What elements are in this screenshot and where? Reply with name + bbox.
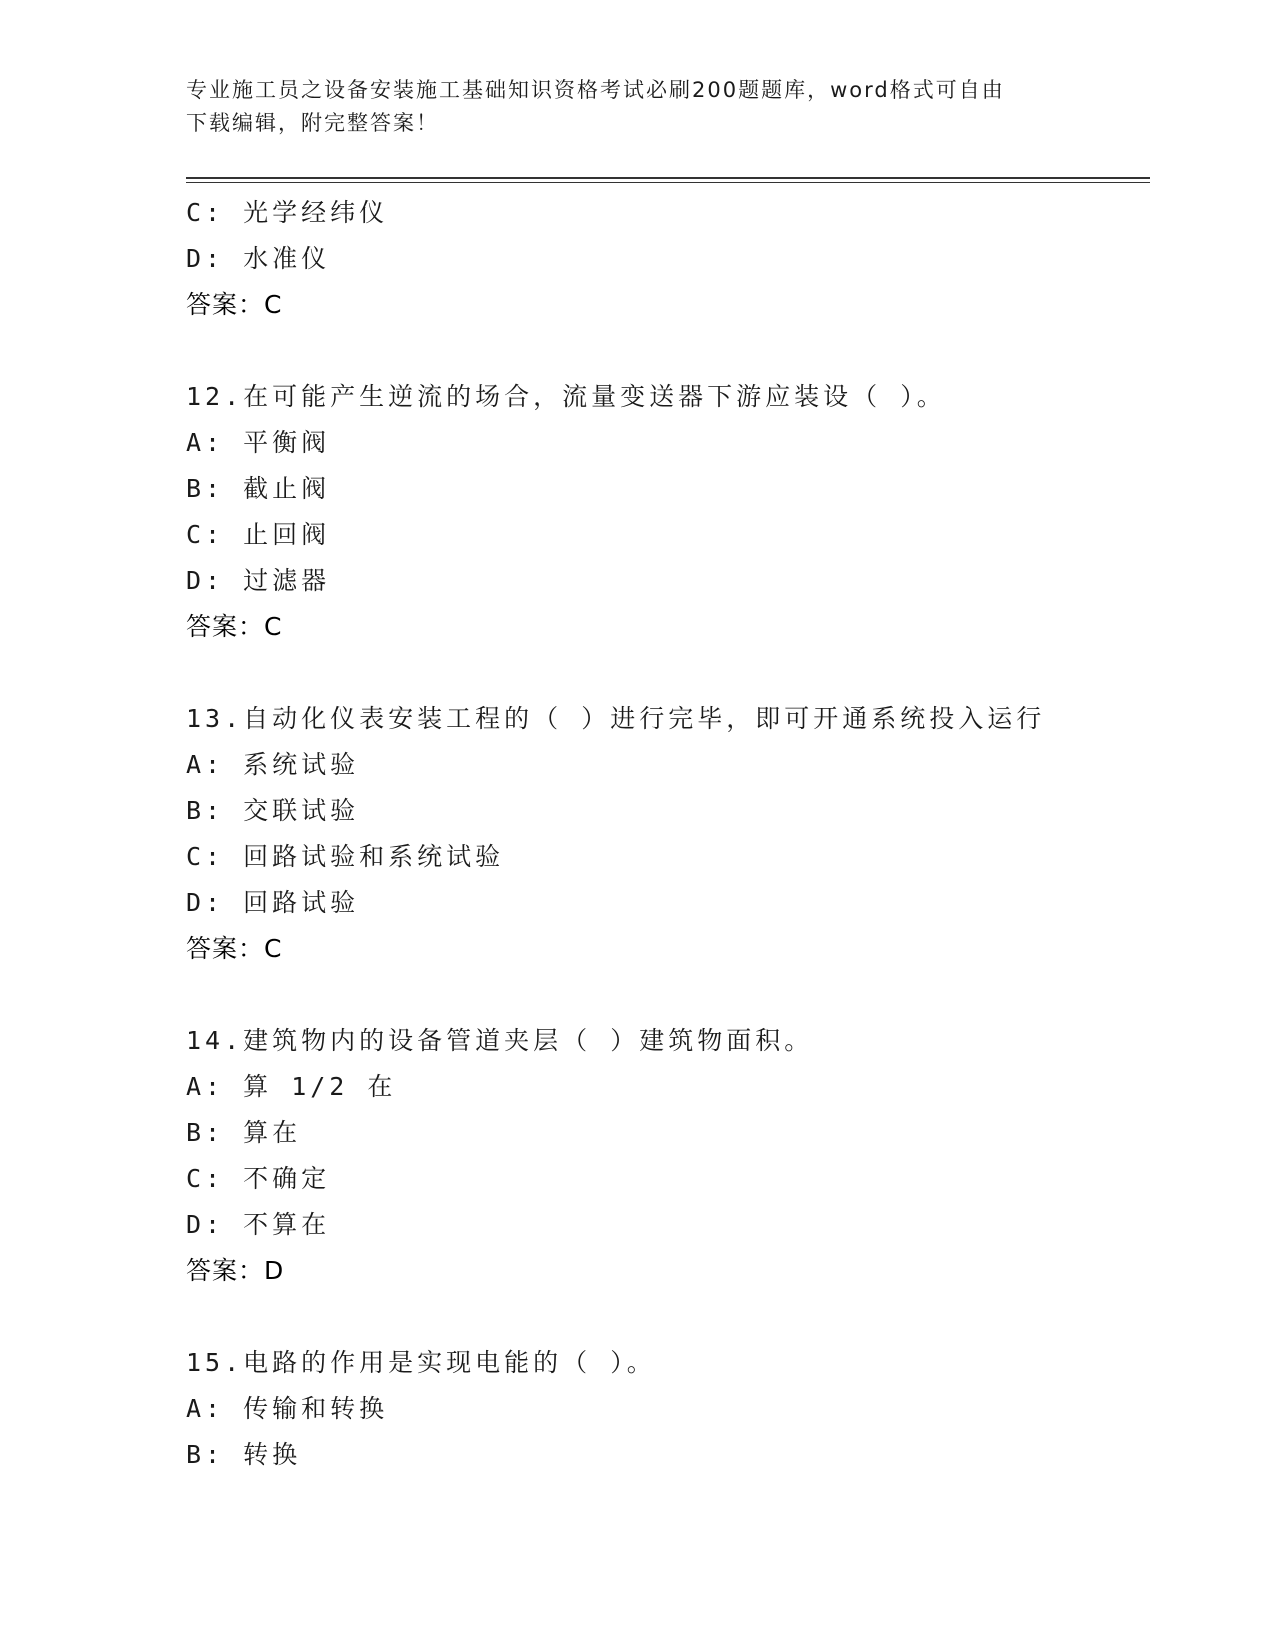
option-d: D: 回路试验	[186, 888, 360, 917]
option-b: B: 算在	[186, 1118, 302, 1147]
answer-label: 答案：C	[186, 612, 283, 641]
spacer	[186, 972, 1150, 1018]
header-line-1: 专业施工员之设备安装施工基础知识资格考试必刷200题题库，word格式可自由	[186, 78, 1005, 102]
option-d: D: 不算在	[186, 1210, 331, 1239]
header-line-2: 下载编辑，附完整答案！	[186, 111, 439, 135]
option-b: B: 交联试验	[186, 796, 360, 825]
spacer	[186, 1294, 1150, 1340]
header-divider-thin	[186, 182, 1150, 183]
question-stem: 12.在可能产生逆流的场合，流量变送器下游应装设（ ）。	[186, 382, 946, 411]
option-c: C: 回路试验和系统试验	[186, 842, 505, 871]
option-a: A: 平衡阀	[186, 428, 331, 457]
answer-label: 答案：D	[186, 1256, 285, 1285]
option-b: B: 转换	[186, 1440, 302, 1469]
answer-label: 答案：C	[186, 290, 283, 319]
question-stem: 13.自动化仪表安装工程的（ ）进行完毕，即可开通系统投入运行	[186, 704, 1046, 733]
option-c: C: 光学经纬仪	[186, 198, 389, 227]
document-header	[186, 74, 1086, 140]
option-a: A: 传输和转换	[186, 1394, 389, 1423]
option-c: C: 止回阀	[186, 520, 331, 549]
question-block-11	[186, 190, 1150, 328]
option-d: D: 水准仪	[186, 244, 331, 273]
question-list	[186, 190, 1150, 1478]
option-b: B: 截止阀	[186, 474, 331, 503]
answer-label: 答案：C	[186, 934, 283, 963]
question-block-12	[186, 374, 1150, 650]
spacer	[186, 650, 1150, 696]
option-a: A: 算 1/2 在	[186, 1072, 397, 1101]
question-block-13	[186, 696, 1150, 972]
header-divider-thick	[186, 177, 1150, 179]
spacer	[186, 328, 1150, 374]
question-stem: 14.建筑物内的设备管道夹层（ ）建筑物面积。	[186, 1026, 814, 1055]
question-block-15	[186, 1340, 1150, 1478]
option-c: C: 不确定	[186, 1164, 331, 1193]
question-block-14	[186, 1018, 1150, 1294]
option-a: A: 系统试验	[186, 750, 360, 779]
option-d: D: 过滤器	[186, 566, 331, 595]
question-stem: 15.电路的作用是实现电能的（ ）。	[186, 1348, 656, 1377]
